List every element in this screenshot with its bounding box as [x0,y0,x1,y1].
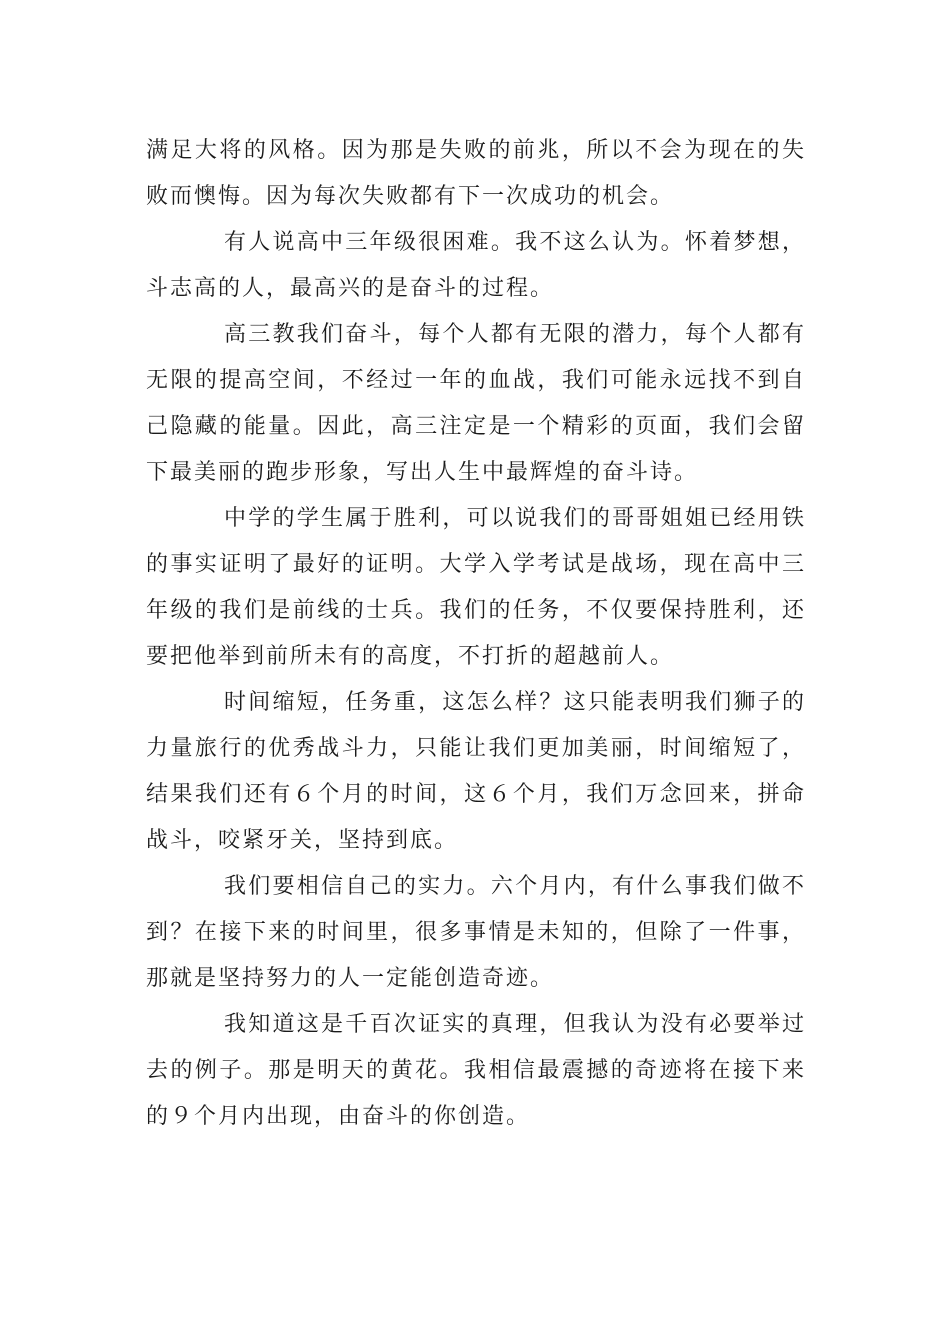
paragraph-6: 我们要相信自己的实力。六个月内，有什么事我们做不到？在接下来的时间里，很多事情是未知的，但除了一件事，那就是坚持努力的人一定能创造奇迹。 [146,874,806,991]
paragraph-3: 高三教我们奋斗，每个人都有无限的潜力，每个人都有无限的提高空间，不经过一年的血战，我们可能永远找不到自己隐藏的能量。因此，高三注定是一个精彩的页面，我们会留下最美丽的跑步形象，写出人生中最辉煌的奋斗诗。 [146,322,806,485]
document-body [146,128,806,1140]
paragraph-7: 我知道这是千百次证实的真理，但我认为没有必要举过去的例子。那是明天的黄花。我相信最震撼的奇迹将在接下来的９个月内出现，由奋斗的你创造。 [146,1012,806,1129]
paragraph-2: 有人说高中三年级很困难。我不这么认为。怀着梦想，斗志高的人，最高兴的是奋斗的过程。 [146,230,806,301]
paragraph-4: 中学的学生属于胜利，可以说我们的哥哥姐姐已经用铁的事实证明了最好的证明。大学入学考试是战场，现在高中三年级的我们是前线的士兵。我们的任务，不仅要保持胜利，还要把他举到前所未有的高度，不打折的超越前人。 [146,506,806,669]
paragraph-1: 满足大将的风格。因为那是失败的前兆，所以不会为现在的失败而懊悔。因为每次失败都有下一次成功的机会。 [146,138,806,209]
paragraph-5: 时间缩短，任务重，这怎么样？这只能表明我们狮子的力量旅行的优秀战斗力，只能让我们更加美丽，时间缩短了，结果我们还有６个月的时间，这６个月，我们万念回来，拼命战斗，咬紧牙关，坚持到底。 [146,690,806,853]
